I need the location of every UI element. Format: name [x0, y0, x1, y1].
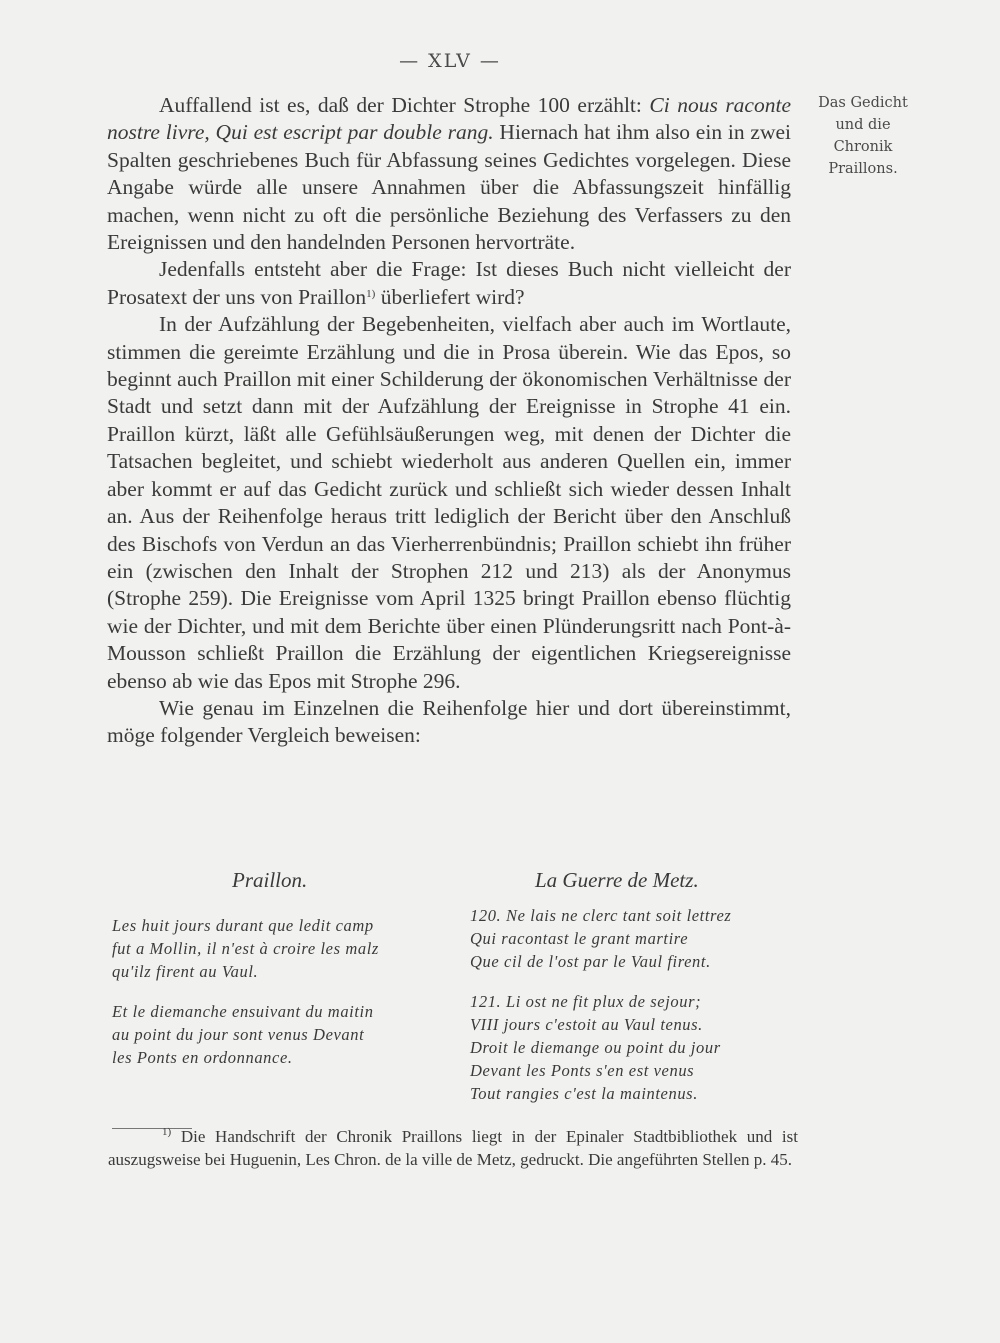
margin-note-line: Chronik: [833, 139, 893, 155]
footnote-reference: 1): [366, 287, 376, 300]
paragraph-1-text-b: Hiernach hat ihm also ein in zwei Spalten geschriebenes Buch für Abfassung seines Gedichtes vorgelegen. Diese Angabe würde alle unsere Annahmen über die Abfassungszeit hinfällig machen, wenn nicht zu oft die persönliche Beziehung des Verfassers zu den Ereignissen und den handelnden Personen hervorträte.: [107, 120, 791, 255]
verse-line: Droit le diemange ou point du jour: [470, 1038, 721, 1057]
page-number: — XLV —: [399, 50, 501, 72]
verse-line: fut a Mollin, il n'est à croire les malz: [112, 939, 379, 958]
verse-line: VIII jours c'estoit au Vaul tenus.: [470, 1015, 703, 1034]
verse-line: Que cil de l'ost par le Vaul firent.: [470, 952, 711, 971]
footnote-text: Die Handschrift der Chronik Praillons liegt in der Epinaler Stadtbibliothek und ist auszugsweise bei Huguenin, Les Chron. de la ville de Metz, gedruckt. Die angeführten Stellen p. 45.: [108, 1127, 798, 1169]
margin-note-line: Praillons.: [828, 161, 898, 177]
praillon-column: [112, 914, 447, 1086]
paragraph-2: [107, 256, 791, 311]
french-quote: Ci nous raconte nostre livre, Qui est escript par double rang.: [107, 93, 791, 145]
verse-line: Et le diemanche ensuivant du maitin: [112, 1002, 374, 1021]
margin-note-line: Das Gedicht: [818, 95, 908, 111]
guerre-stanza-121: [470, 990, 800, 1105]
paragraph-1-text-a: Auffallend ist es, daß der Dichter Strophe 100 erzählt:: [159, 93, 650, 117]
paragraph-1: [107, 92, 791, 256]
verse-line: Les huit jours durant que ledit camp: [112, 916, 374, 935]
paragraph-3: In der Aufzählung der Begebenheiten, vielfach aber auch im Wortlaute, stimmen die gereimte Erzählung und die in Prosa überein. Wie das Epos, so beginnt auch Praillon mit einer Schilderung der ökonomischen Verhältnisse der Stadt und setzt dann mit der Aufzählung der Ereignisse in Strophe 41 ein. Praillon kürzt, läßt alle Gefühlsäußerungen weg, mit denen der Dichter die Tatsachen begleitet, und schiebt wiederholt aus anderen Quellen ein, immer aber kommt er auf das Gedicht zurück und schließt sich wieder dessen Inhalt an. Aus der Reihenfolge heraus tritt lediglich der Bericht über den Anschluß des Bischofs von Verdun an das Vierherrenbündnis; Praillon schiebt ihn früher ein (zwischen den Inhalt der Strophen 212 und 213) als der Anonymus (Strophe 259). Die Ereignisse vom April 1325 bringt Praillon ebenso flüchtig wie der Dichter, und mit dem Berichte über einen Plünderungsritt nach Pont-à-Mousson schließt Praillon die Erzählung der eigentlichen Kriegsereignisse ebenso ab wie das Epos mit Strophe 296.: [107, 312, 791, 693]
verse-line: 121. Li ost ne fit plux de sejour;: [470, 992, 702, 1011]
paragraph-4: Wie genau im Einzelnen die Reihenfolge hier und dort übereinstimmt, möge folgender Vergleich beweisen:: [107, 695, 791, 748]
guerre-stanza-120: [470, 904, 800, 973]
paragraph-2-text-a: Jedenfalls entsteht aber die Frage: Ist dieses Buch nicht vielleicht der Prosatext der uns von Praillon: [107, 257, 791, 309]
verse-line: Tout rangies c'est la maintenus.: [470, 1084, 698, 1103]
paragraph-2-text-b: überliefert wird?: [375, 284, 525, 309]
verse-line: Qui racontast le grant martire: [470, 929, 689, 948]
verse-line: au point du jour sont venus Devant: [112, 1025, 365, 1044]
praillon-block-2: [112, 1000, 447, 1069]
verse-line: qu'ilz firent au Vaul.: [112, 962, 259, 981]
footnote-paragraph: [108, 1126, 798, 1171]
guerre-column: [470, 904, 800, 1122]
margin-note-line: und die: [835, 117, 891, 133]
verse-line: Devant les Ponts s'en est venus: [470, 1061, 695, 1080]
footnote-marker: 1): [162, 1126, 172, 1138]
praillon-heading: Praillon.: [232, 868, 308, 892]
body-text: [107, 92, 791, 750]
guerre-de-metz-heading: La Guerre de Metz.: [535, 868, 699, 892]
footnote: [108, 1126, 798, 1171]
praillon-block-1: [112, 914, 447, 983]
verse-line: les Ponts en ordonnance.: [112, 1048, 293, 1067]
margin-note: [808, 92, 918, 180]
verse-line: 120. Ne lais ne clerc tant soit lettrez: [470, 906, 732, 925]
